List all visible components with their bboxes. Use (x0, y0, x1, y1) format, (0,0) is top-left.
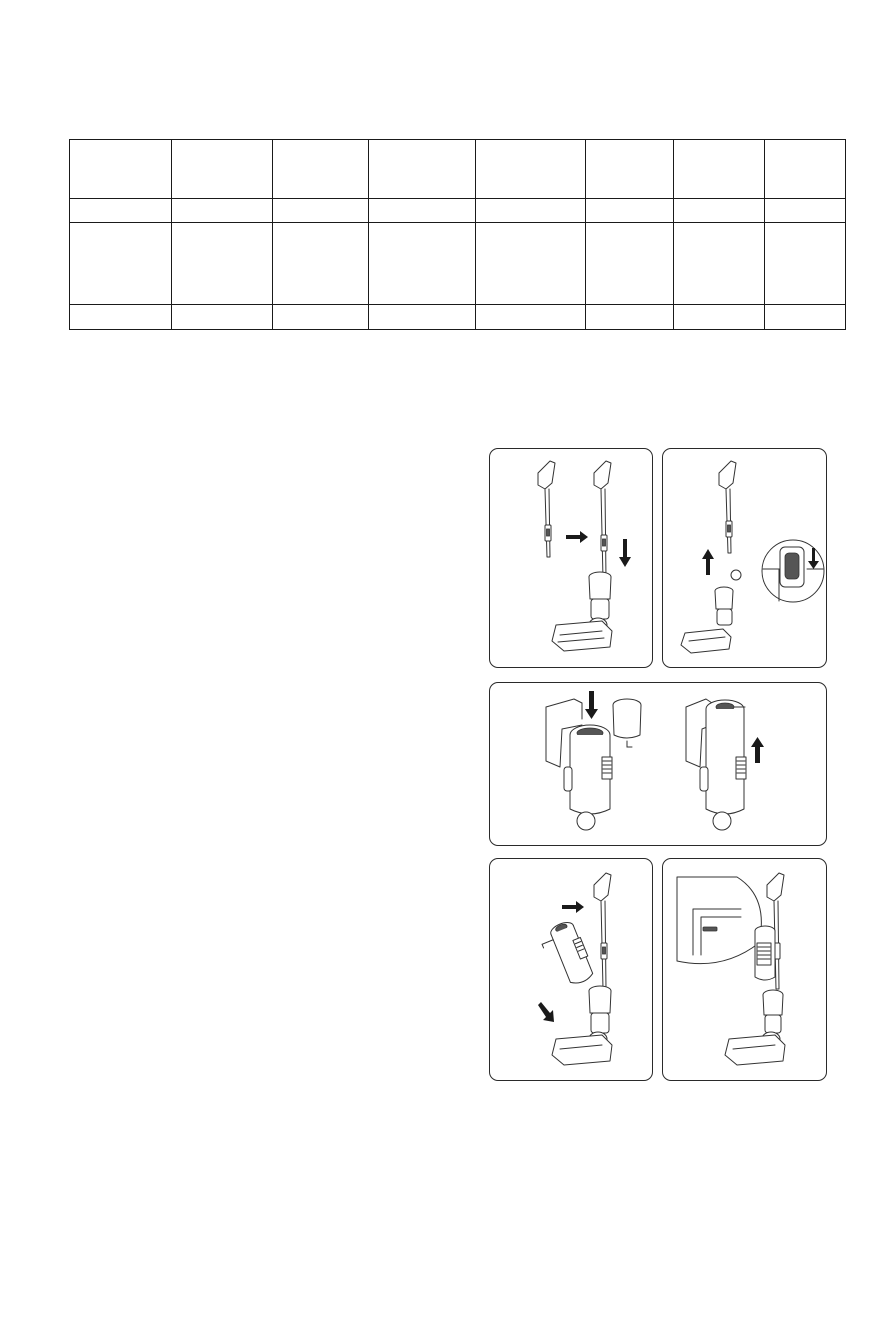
latch-zoom-icon (677, 877, 761, 964)
spec-table-body (70, 140, 846, 330)
vacuum-body-icon (686, 699, 746, 830)
down-arrow-icon (619, 539, 631, 567)
vacuum-stick-icon (552, 461, 612, 651)
vacuum-tube-icon (538, 461, 555, 557)
table-cell (476, 305, 586, 330)
table-cell (674, 305, 765, 330)
table-cell (476, 140, 586, 199)
right-arrow-icon (562, 901, 584, 913)
table-cell (765, 305, 846, 330)
up-arrow-icon (702, 549, 714, 575)
down-arrow-icon (585, 691, 598, 719)
table-cell (765, 223, 846, 305)
table-cell (172, 140, 273, 199)
table-cell (273, 199, 369, 223)
table-row (70, 305, 846, 330)
table-cell (765, 199, 846, 223)
table-cell (674, 140, 765, 199)
table-cell (70, 140, 172, 199)
spec-table (69, 139, 846, 330)
table-row (70, 199, 846, 223)
right-arrow-icon (566, 531, 588, 543)
table-row (70, 223, 846, 305)
table-cell (273, 305, 369, 330)
table-cell (172, 223, 273, 305)
table-cell (476, 223, 586, 305)
table-cell (674, 223, 765, 305)
table-cell (476, 199, 586, 223)
table-cell (369, 199, 476, 223)
filter-icon (613, 699, 641, 747)
table-cell (586, 223, 674, 305)
table-cell (674, 199, 765, 223)
figure-filter (489, 682, 827, 846)
table-cell (70, 223, 172, 305)
figure-release-button (662, 448, 827, 668)
table-cell (586, 199, 674, 223)
table-cell (172, 305, 273, 330)
table-cell (273, 223, 369, 305)
figure-assembled (662, 858, 827, 1081)
table-row (70, 140, 846, 199)
handheld-unit-icon (538, 919, 596, 991)
release-button-zoom-icon (762, 540, 824, 602)
table-cell (172, 199, 273, 223)
table-cell (369, 305, 476, 330)
up-arrow-icon (751, 737, 764, 763)
table-cell (586, 140, 674, 199)
figure-attach-handheld (489, 858, 653, 1081)
table-cell (70, 199, 172, 223)
table-cell (586, 305, 674, 330)
vacuum-tube-icon (719, 461, 736, 553)
diagonal-arrow-icon (538, 1002, 554, 1022)
table-cell (765, 140, 846, 199)
vacuum-stick-icon (681, 570, 741, 653)
vacuum-body-icon (546, 699, 612, 830)
table-cell (369, 140, 476, 199)
table-cell (70, 305, 172, 330)
table-cell (369, 223, 476, 305)
table-cell (273, 140, 369, 199)
figure-attach-tube (489, 448, 653, 668)
